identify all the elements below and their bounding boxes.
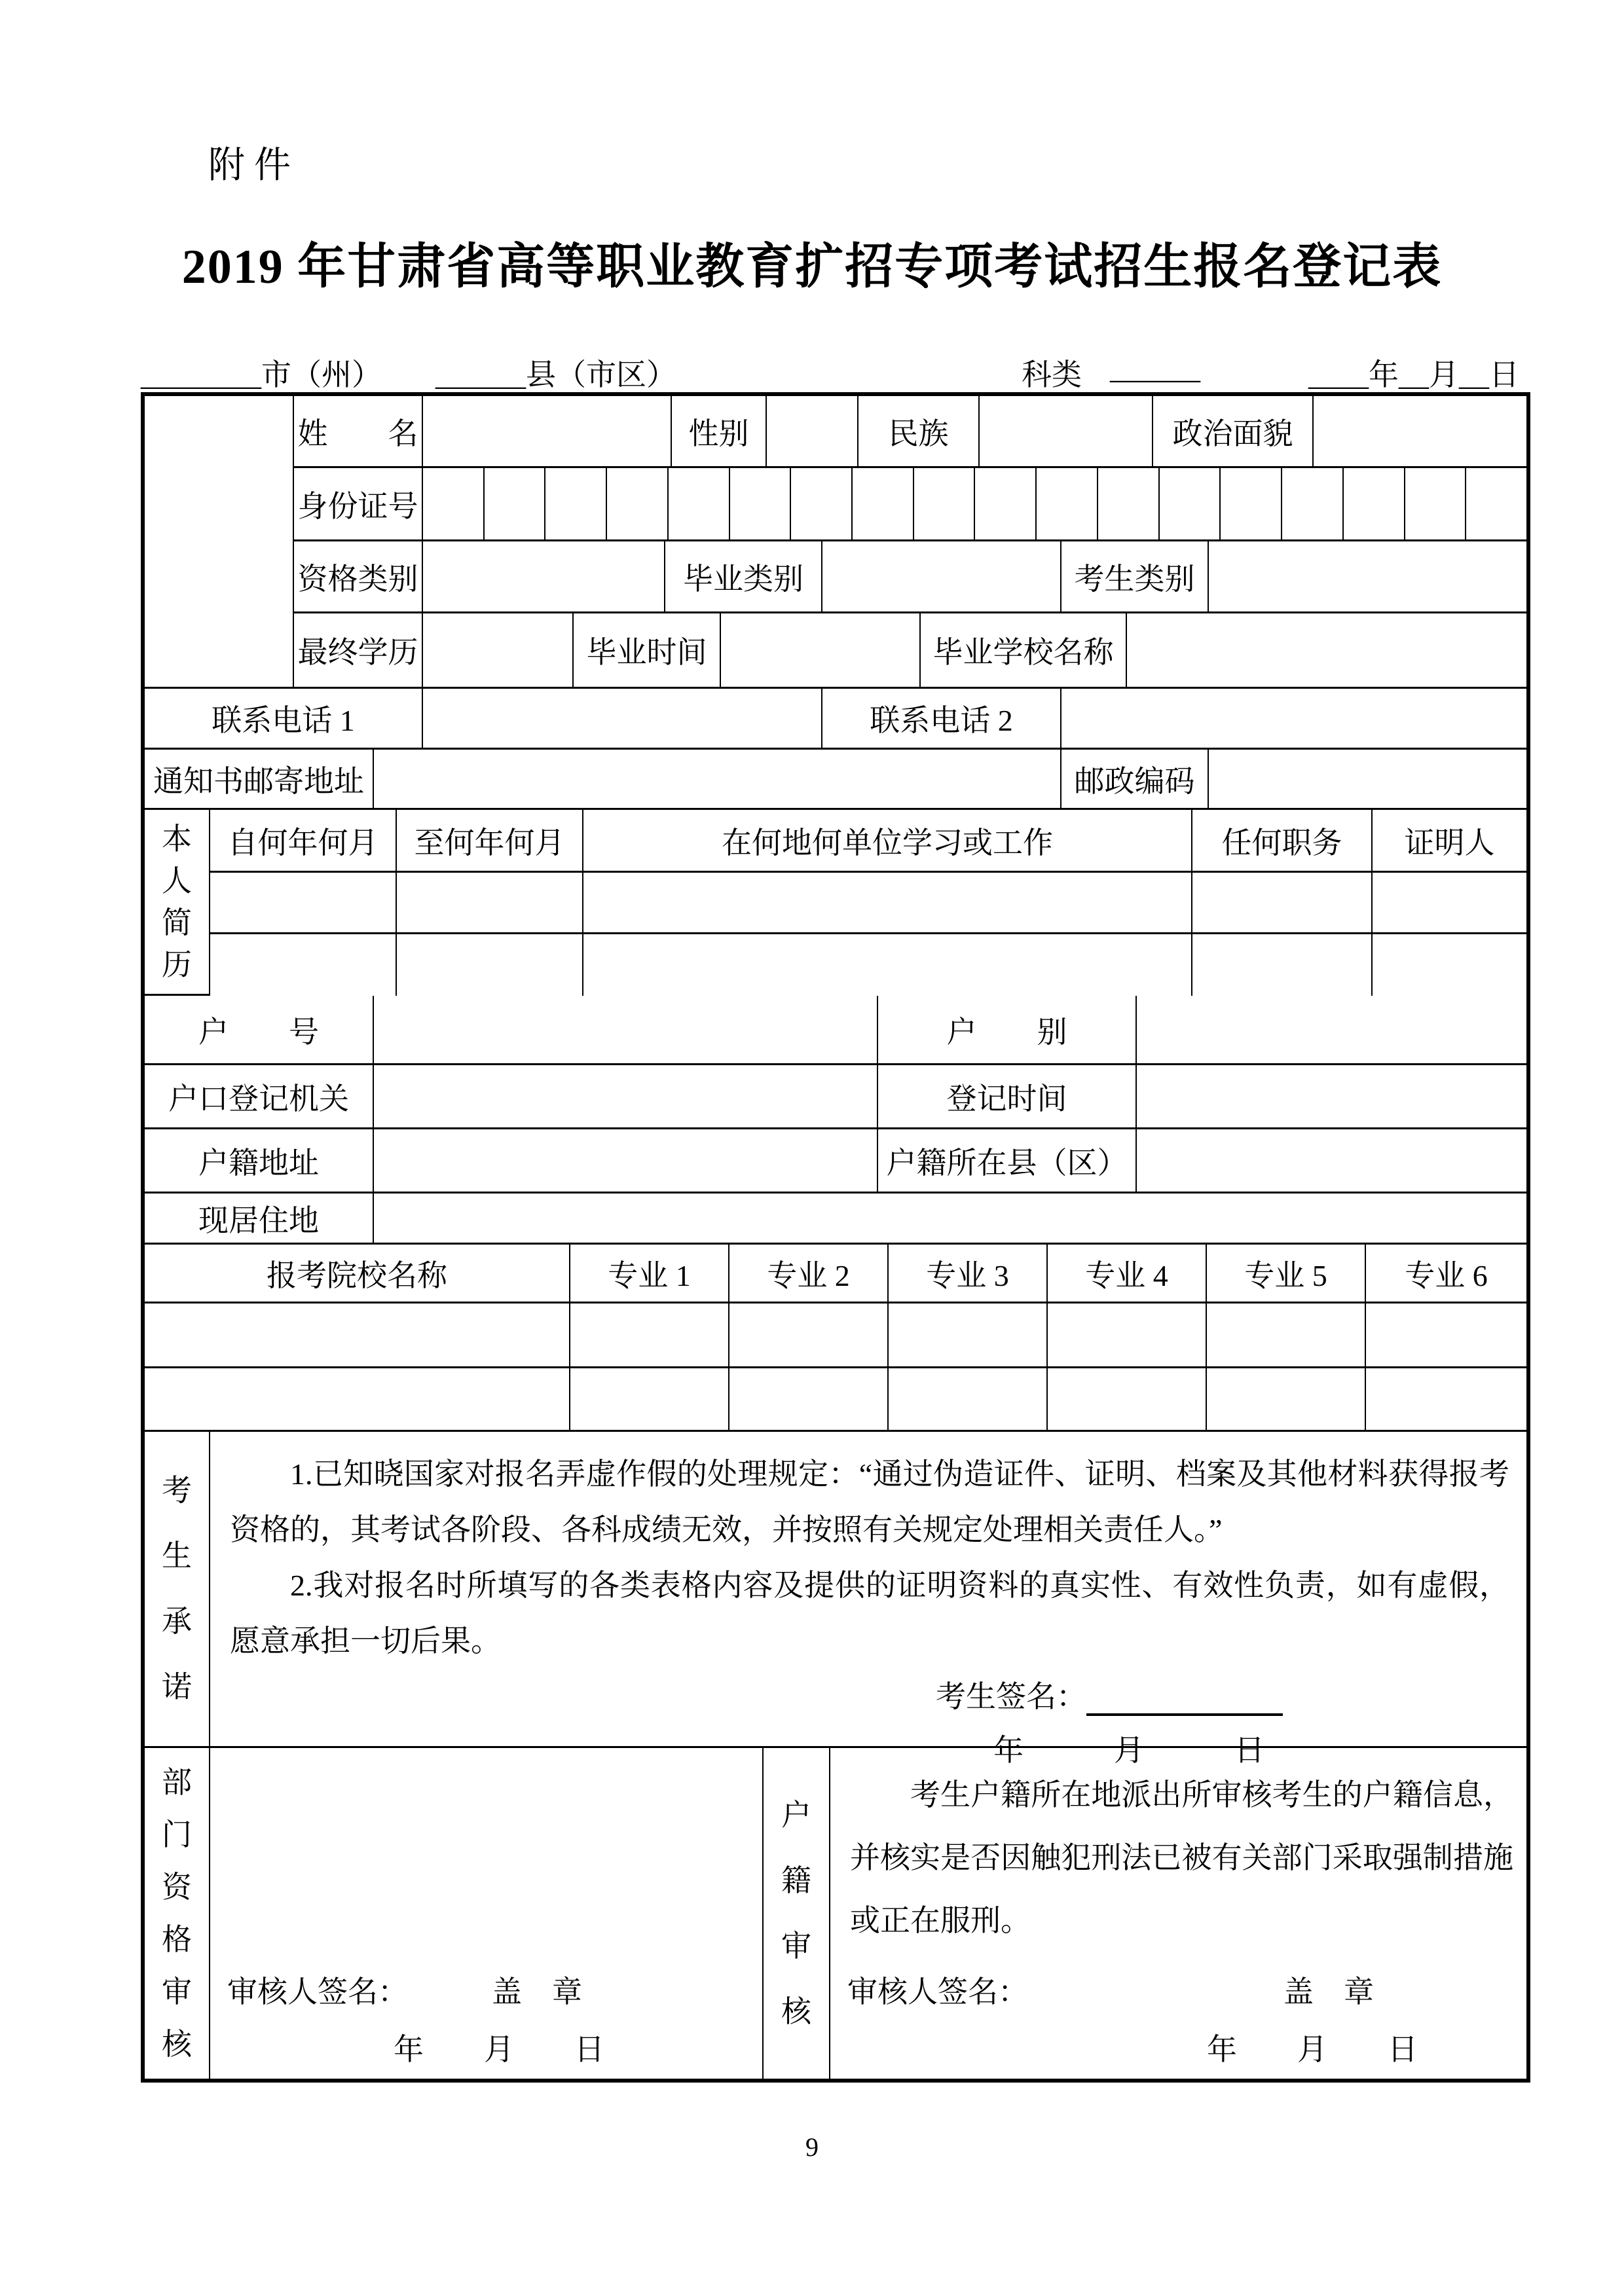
id-digit-cell[interactable] [1466, 468, 1526, 539]
phone1-input-cell[interactable] [423, 689, 822, 748]
pledge-side-label: 考生承诺 [161, 1474, 192, 1704]
table-row [145, 689, 1526, 750]
registration-table [141, 392, 1530, 2083]
candidate-signature-input[interactable] [1086, 1683, 1283, 1716]
dept-review-side-label: 部门资格审核 [161, 1765, 192, 2061]
subject-category-blank-field[interactable]: ______ [1110, 352, 1200, 385]
application-major-input[interactable] [889, 1303, 1048, 1366]
application-school-input[interactable] [145, 1368, 570, 1430]
hukou-seal-label: 盖 章 [1283, 1975, 1374, 2009]
resume-input-cell[interactable] [210, 873, 397, 932]
resume-col-position: 任何职务 [1192, 810, 1373, 871]
id-digit-cell[interactable] [1037, 468, 1098, 539]
id-digit-cell[interactable] [1160, 468, 1221, 539]
pledge-side-label-cell [145, 1432, 210, 1746]
major-col-header: 专业 4 [1048, 1245, 1207, 1302]
table-row [294, 613, 1526, 687]
gender-label: 性别 [672, 396, 767, 466]
ethnicity-input-cell[interactable] [980, 396, 1153, 466]
identity-section [145, 396, 1526, 689]
table-row [145, 1194, 1526, 1245]
hukou-type-label: 户 别 [878, 996, 1137, 1063]
application-header-row [145, 1245, 1526, 1303]
subject-category-label: 科类 [1022, 358, 1082, 392]
political-status-input-cell[interactable] [1314, 396, 1526, 466]
candidate-signature-date[interactable]: 年 月 日 [993, 1734, 1264, 1767]
id-digit-cells [423, 468, 1526, 539]
application-blank-row-1 [145, 1303, 1526, 1368]
application-major-input[interactable] [1207, 1368, 1366, 1430]
phone2-label: 联系电话 2 [822, 689, 1061, 748]
resume-input-cell[interactable] [583, 873, 1192, 932]
major-col-header: 专业 1 [570, 1245, 729, 1302]
application-blank-row-2 [145, 1368, 1526, 1432]
phone1-label: 联系电话 1 [145, 689, 423, 748]
id-digit-cell[interactable] [853, 468, 914, 539]
review-section [145, 1748, 1526, 2079]
resume-col-place: 在何地何单位学习或工作 [583, 810, 1192, 871]
postal-code-label: 邮政编码 [1061, 750, 1209, 808]
pledge-paragraph-2: 2.我对报名时所填写的各类表格内容及提供的证明资料的真实性、有效性负责，如有虚假，愿意承担一切后果。 [230, 1569, 1509, 1658]
hukou-review-text: 考生户籍所在地派出所审核考生的户籍信息，并核实是否因触犯刑法已被有关部门采取强制措施或正在服刑。 [850, 1778, 1513, 1937]
hukou-review-date-line[interactable]: 年 月 日 [1207, 2033, 1418, 2066]
application-major-input[interactable] [729, 1368, 889, 1430]
id-digit-cell[interactable] [1282, 468, 1344, 539]
graduation-type-label: 毕业类别 [665, 541, 822, 611]
table-row [145, 1065, 1526, 1129]
dept-review-cell[interactable] [210, 1748, 764, 2079]
pledge-paragraph-1: 1.已知晓国家对报名弄虚作假的处理规定：“通过伪造证件、证明、档案及其他材料获得报考资格的，其考试各阶段、各科成绩无效，并按照有关规定处理相关责任人。” [230, 1457, 1509, 1546]
id-digit-cell[interactable] [1405, 468, 1467, 539]
resume-section [145, 810, 1526, 996]
hukou-review-side-label: 户籍审核 [781, 1798, 811, 2028]
dept-review-side-label-cell [145, 1748, 210, 2079]
resume-blank-row-1 [210, 873, 1526, 934]
hukou-number-input-cell[interactable] [374, 996, 878, 1063]
qualification-type-input-cell[interactable] [423, 541, 665, 611]
id-digit-cell[interactable] [1221, 468, 1282, 539]
graduation-type-input-cell[interactable] [822, 541, 1061, 611]
application-school-header: 报考院校名称 [145, 1245, 570, 1302]
name-label: 姓 名 [294, 396, 423, 466]
hukou-county-input-cell[interactable] [1137, 1129, 1526, 1192]
phone2-input-cell[interactable] [1061, 689, 1526, 748]
resume-side-label-cell [145, 810, 210, 994]
ethnicity-label: 民族 [858, 396, 980, 466]
final-education-input-cell[interactable] [423, 613, 574, 687]
application-major-input[interactable] [1048, 1303, 1207, 1366]
current-residence-label: 现居住地 [145, 1194, 374, 1243]
candidate-signature-label: 考生签名： [936, 1680, 1086, 1713]
application-major-input[interactable] [570, 1368, 729, 1430]
application-major-input[interactable] [889, 1368, 1048, 1430]
candidate-type-label: 考生类别 [1061, 541, 1209, 611]
candidate-type-input-cell[interactable] [1209, 541, 1526, 611]
application-major-input[interactable] [1366, 1303, 1526, 1366]
resume-input-cell[interactable] [1192, 873, 1373, 932]
id-number-label: 身份证号 [294, 468, 423, 539]
graduation-school-label: 毕业学校名称 [921, 613, 1127, 687]
form-header-line [141, 351, 1522, 390]
graduation-time-label: 毕业时间 [574, 613, 721, 687]
resume-input-cell[interactable] [397, 934, 583, 996]
county-blank-field[interactable]: ______县（市区） [435, 358, 676, 392]
id-digit-cell[interactable] [975, 468, 1037, 539]
attachment-label: 附件 [208, 145, 300, 186]
application-major-input[interactable] [1207, 1303, 1366, 1366]
city-blank-field[interactable]: ________市（州） [141, 358, 382, 392]
registry-org-label: 户口登记机关 [145, 1065, 374, 1127]
photo-cell[interactable] [145, 396, 294, 687]
hukou-review-side-label-cell [764, 1748, 830, 2079]
major-col-header: 专业 5 [1207, 1245, 1366, 1302]
name-input-cell[interactable] [423, 396, 672, 466]
registry-org-input-cell[interactable] [374, 1065, 878, 1127]
resume-col-witness: 证明人 [1404, 826, 1495, 860]
candidate-signature-line [210, 1673, 1526, 1716]
hukou-type-input-cell[interactable] [1137, 996, 1526, 1063]
table-row [294, 468, 1526, 541]
graduation-time-input-cell[interactable] [721, 613, 921, 687]
registry-time-label: 登记时间 [878, 1065, 1137, 1127]
pledge-section [145, 1432, 1526, 1767]
table-row [145, 996, 1526, 1065]
page-number: 9 [805, 2132, 819, 2162]
hukou-reviewer-sign-label: 审核人签名： [847, 1975, 1028, 2009]
id-digit-cell[interactable] [1098, 468, 1160, 539]
resume-blank-row-2 [210, 934, 1526, 996]
resume-input-cell[interactable] [1373, 934, 1526, 996]
page-title: 2019 年甘肃省高等职业教育扩招专项考试招生报名登记表 [181, 240, 1443, 294]
application-major-input[interactable] [1048, 1368, 1207, 1430]
mail-address-label: 通知书邮寄地址 [145, 750, 374, 808]
table-row [294, 396, 1526, 468]
id-digit-cell[interactable] [423, 468, 485, 539]
id-digit-cell[interactable] [1344, 468, 1405, 539]
major-col-header: 专业 6 [1405, 1258, 1488, 1292]
date-blank-field[interactable]: ____年__月__日 [1308, 358, 1519, 392]
resume-side-label: 本人简历 [161, 822, 192, 981]
current-residence-input-cell[interactable] [374, 1194, 1526, 1243]
table-row [145, 750, 1526, 810]
application-major-input[interactable] [570, 1303, 729, 1366]
resume-input-cell[interactable] [1373, 873, 1526, 932]
gender-input-cell[interactable] [767, 396, 858, 466]
resume-col-to: 至何年何月 [397, 810, 583, 871]
resume-input-cell[interactable] [210, 934, 397, 996]
qualification-type-label: 资格类别 [294, 541, 423, 611]
mail-address-input-cell[interactable] [374, 750, 1061, 808]
postal-code-input-cell[interactable] [1209, 750, 1526, 808]
id-digit-cell[interactable] [669, 468, 730, 539]
application-major-input[interactable] [1366, 1368, 1526, 1430]
id-digit-cell[interactable] [545, 468, 607, 539]
id-digit-cell[interactable] [914, 468, 976, 539]
resume-input-cell[interactable] [1192, 934, 1373, 996]
hukou-address-input-cell[interactable] [374, 1129, 878, 1192]
application-school-input[interactable] [145, 1303, 570, 1366]
table-row [145, 1129, 1526, 1194]
resume-input-cell[interactable] [397, 873, 583, 932]
registry-time-input-cell[interactable] [1137, 1065, 1526, 1127]
id-digit-cell[interactable] [791, 468, 853, 539]
resume-input-cell[interactable] [583, 934, 1192, 996]
hukou-address-label: 户籍地址 [145, 1129, 374, 1192]
table-row [294, 541, 1526, 613]
hukou-county-label: 户籍所在县（区） [878, 1129, 1137, 1192]
id-digit-cell[interactable] [485, 468, 546, 539]
hukou-review-cell[interactable] [830, 1748, 1526, 2079]
resume-col-from: 自何年何月 [210, 810, 397, 871]
id-digit-cell[interactable] [730, 468, 792, 539]
dept-review-date-line[interactable]: 年 月 日 [394, 2033, 604, 2066]
resume-header-row [210, 810, 1526, 873]
hukou-number-label: 户 号 [145, 996, 374, 1063]
graduation-school-input-cell[interactable] [1127, 613, 1526, 687]
political-status-label: 政治面貌 [1153, 396, 1314, 466]
application-major-input[interactable] [729, 1303, 889, 1366]
id-digit-cell[interactable] [607, 468, 669, 539]
dept-seal-label: 盖 章 [492, 1975, 582, 2009]
major-col-header: 专业 2 [729, 1245, 889, 1302]
dept-reviewer-sign-label: 审核人签名： [227, 1975, 408, 2009]
major-col-header: 专业 3 [889, 1245, 1048, 1302]
final-education-label: 最终学历 [294, 613, 423, 687]
